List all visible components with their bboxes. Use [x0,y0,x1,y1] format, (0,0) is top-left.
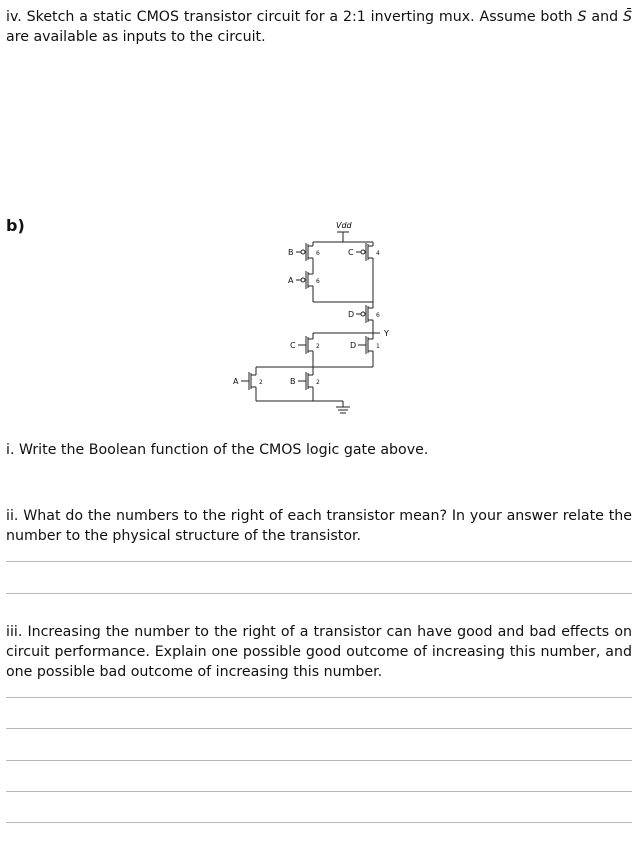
pmos-a-size: 6 [316,278,320,285]
pmos-d-size: 6 [376,312,380,319]
answer-line [6,697,632,698]
output-label-y: Y [384,329,389,338]
pmos-b-size: 6 [316,250,320,257]
nmos-c-size: 2 [316,343,320,350]
vdd-label: Vdd [336,221,352,230]
answer-line [6,822,632,823]
answer-line [6,760,632,761]
section-label: b) [6,216,25,235]
nmos-b-size: 2 [316,379,320,386]
question-i: i. Write the Boolean function of the CMOS logic gate above. [6,442,429,458]
nmos-a-gate: A [233,377,239,386]
pmos-c-size: 4 [376,250,380,257]
pmos-d-gate: D [348,310,355,319]
answer-line [6,593,632,594]
question-iv-text: iv. Sketch a static CMOS transistor circuit for a 2:1 inverting mux. Assume both [6,9,578,25]
question-iii: iii. Increasing the number to the right of a transistor can have good and bad effects on circuit performance. Explain one possible good outcome of increasing this number, and one possible bad outcome of increasing this number. [6,624,632,680]
nmos-a-size: 2 [259,379,263,386]
answer-line [6,791,632,792]
question-iv-suffix: are available as inputs to the circuit. [6,29,266,45]
nmos-c-gate: C [290,341,296,350]
signal-s: S [577,9,587,25]
cmos-circuit-diagram [230,215,430,420]
pmos-b-gate: B [288,248,294,257]
nmos-d-size: 1 [376,343,380,350]
question-iv [6,7,632,47]
nmos-d-gate: D [350,341,357,350]
nmos-b-gate: B [290,377,296,386]
signal-s-bar: S̄ [622,9,632,25]
question-ii: ii. What do the numbers to the right of each transistor mean? In your answer relate the number to the physical structure of the transistor. [6,508,632,544]
answer-line [6,561,632,562]
pmos-c-gate: C [348,248,354,257]
answer-line [6,728,632,729]
question-iv-and: and [586,9,623,25]
pmos-a-gate: A [288,276,294,285]
